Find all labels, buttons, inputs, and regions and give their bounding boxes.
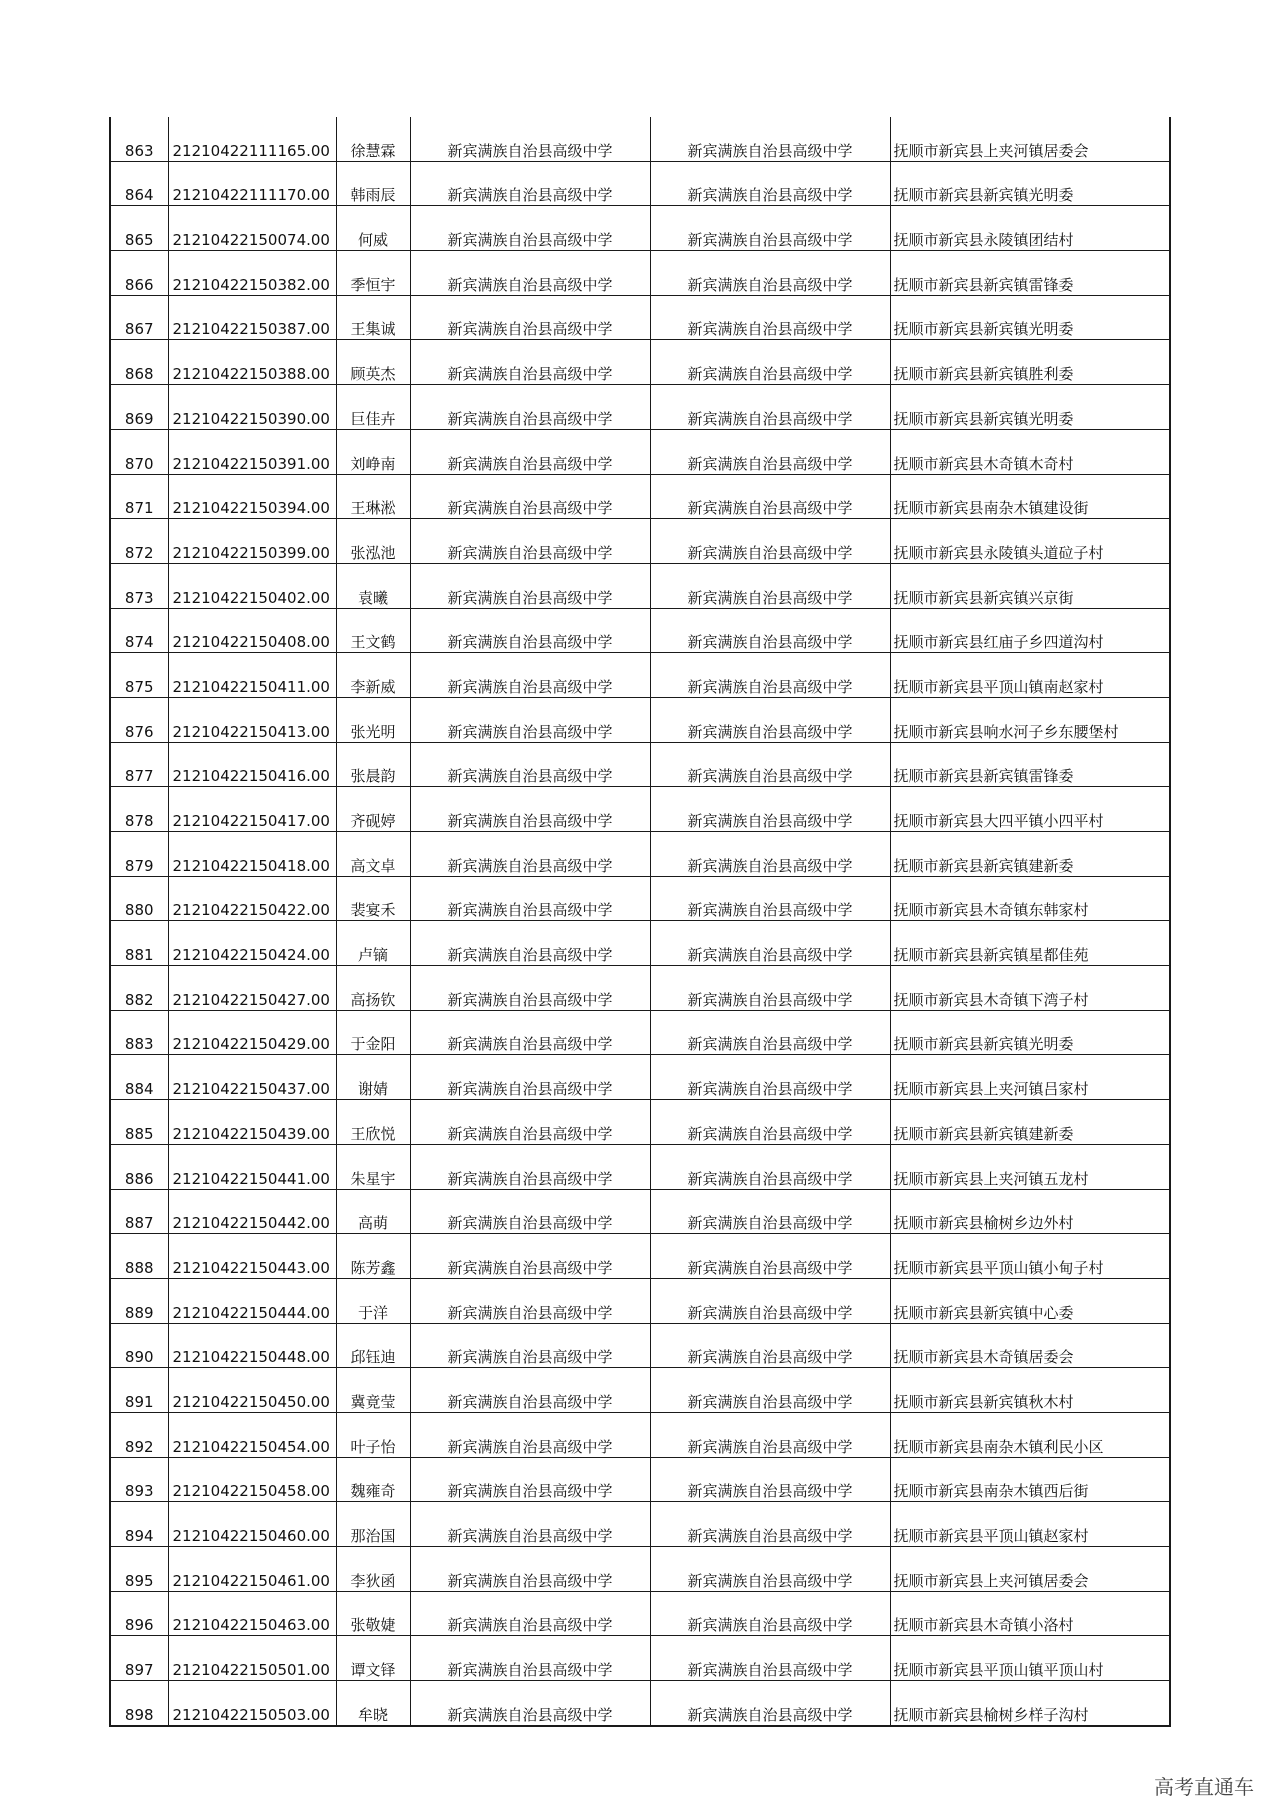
school-cell: 新宾满族自治县高级中学 [410, 1457, 650, 1502]
graduation-school-cell: 新宾满族自治县高级中学 [650, 1234, 890, 1279]
candidate-id-cell: 21210422150463.00 [168, 1591, 336, 1636]
address-cell: 抚顺市新宾县木奇镇东韩家村 [890, 876, 1170, 921]
row-number-cell: 865 [110, 206, 168, 251]
address-cell: 抚顺市新宾县新宾镇建新委 [890, 1100, 1170, 1145]
school-cell: 新宾满族自治县高级中学 [410, 1189, 650, 1234]
student-name-cell: 高扬钦 [336, 966, 410, 1011]
address-cell: 抚顺市新宾县南杂木镇西后街 [890, 1457, 1170, 1502]
student-name-cell: 季恒宇 [336, 251, 410, 296]
candidate-id-cell: 21210422150444.00 [168, 1278, 336, 1323]
student-name-cell: 徐慧霖 [336, 117, 410, 161]
student-name-cell: 王琳淞 [336, 474, 410, 519]
row-number-cell: 876 [110, 697, 168, 742]
candidate-id-cell: 21210422150460.00 [168, 1502, 336, 1547]
candidate-id-cell: 21210422150458.00 [168, 1457, 336, 1502]
row-number-cell: 879 [110, 832, 168, 877]
graduation-school-cell: 新宾满族自治县高级中学 [650, 251, 890, 296]
school-cell: 新宾满族自治县高级中学 [410, 787, 650, 832]
graduation-school-cell: 新宾满族自治县高级中学 [650, 1278, 890, 1323]
graduation-school-cell: 新宾满族自治县高级中学 [650, 1681, 890, 1726]
candidate-id-cell: 21210422150418.00 [168, 832, 336, 877]
candidate-id-cell: 21210422150503.00 [168, 1681, 336, 1726]
address-cell: 抚顺市新宾县新宾镇兴京街 [890, 563, 1170, 608]
table-row [110, 742, 1170, 787]
graduation-school-cell: 新宾满族自治县高级中学 [650, 1636, 890, 1681]
graduation-school-cell: 新宾满族自治县高级中学 [650, 1412, 890, 1457]
table-row [110, 1502, 1170, 1547]
address-cell: 抚顺市新宾县新宾镇雷锋委 [890, 742, 1170, 787]
school-cell: 新宾满族自治县高级中学 [410, 608, 650, 653]
candidate-id-cell: 21210422150441.00 [168, 1144, 336, 1189]
table-row [110, 1323, 1170, 1368]
school-cell: 新宾满族自治县高级中学 [410, 876, 650, 921]
school-cell: 新宾满族自治县高级中学 [410, 385, 650, 430]
graduation-school-cell: 新宾满族自治县高级中学 [650, 1457, 890, 1502]
table-row [110, 474, 1170, 519]
school-cell: 新宾满族自治县高级中学 [410, 1234, 650, 1279]
student-name-cell: 于金阳 [336, 1010, 410, 1055]
candidate-id-cell: 21210422150429.00 [168, 1010, 336, 1055]
candidate-id-cell: 21210422150448.00 [168, 1323, 336, 1368]
candidate-id-cell: 21210422150450.00 [168, 1368, 336, 1413]
school-cell: 新宾满族自治县高级中学 [410, 697, 650, 742]
address-cell: 抚顺市新宾县响水河子乡东腰堡村 [890, 697, 1170, 742]
student-name-cell: 陈芳鑫 [336, 1234, 410, 1279]
school-cell: 新宾满族自治县高级中学 [410, 1323, 650, 1368]
address-cell: 抚顺市新宾县榆树乡边外村 [890, 1189, 1170, 1234]
address-cell: 抚顺市新宾县南杂木镇建设街 [890, 474, 1170, 519]
school-cell: 新宾满族自治县高级中学 [410, 1636, 650, 1681]
row-number-cell: 863 [110, 117, 168, 161]
student-name-cell: 齐砚婷 [336, 787, 410, 832]
graduation-school-cell: 新宾满族自治县高级中学 [650, 832, 890, 877]
school-cell: 新宾满族自治县高级中学 [410, 1412, 650, 1457]
table-row [110, 295, 1170, 340]
table-row [110, 1144, 1170, 1189]
table-row [110, 563, 1170, 608]
candidate-id-cell: 21210422150382.00 [168, 251, 336, 296]
graduation-school-cell: 新宾满族自治县高级中学 [650, 1368, 890, 1413]
student-name-cell: 邱钰迪 [336, 1323, 410, 1368]
row-number-cell: 880 [110, 876, 168, 921]
school-cell: 新宾满族自治县高级中学 [410, 1681, 650, 1726]
table-row [110, 876, 1170, 921]
address-cell: 抚顺市新宾县新宾镇雷锋委 [890, 251, 1170, 296]
school-cell: 新宾满族自治县高级中学 [410, 519, 650, 564]
student-name-cell: 何威 [336, 206, 410, 251]
candidate-id-cell: 21210422150399.00 [168, 519, 336, 564]
row-number-cell: 895 [110, 1547, 168, 1592]
school-cell: 新宾满族自治县高级中学 [410, 251, 650, 296]
row-number-cell: 897 [110, 1636, 168, 1681]
address-cell: 抚顺市新宾县新宾镇光明委 [890, 295, 1170, 340]
school-cell: 新宾满族自治县高级中学 [410, 161, 650, 206]
table-row [110, 340, 1170, 385]
school-cell: 新宾满族自治县高级中学 [410, 1055, 650, 1100]
row-number-cell: 892 [110, 1412, 168, 1457]
candidate-id-cell: 21210422150427.00 [168, 966, 336, 1011]
graduation-school-cell: 新宾满族自治县高级中学 [650, 1010, 890, 1055]
row-number-cell: 878 [110, 787, 168, 832]
address-cell: 抚顺市新宾县红庙子乡四道沟村 [890, 608, 1170, 653]
row-number-cell: 867 [110, 295, 168, 340]
graduation-school-cell: 新宾满族自治县高级中学 [650, 1100, 890, 1145]
student-name-cell: 冀竟莹 [336, 1368, 410, 1413]
school-cell: 新宾满族自治县高级中学 [410, 1100, 650, 1145]
student-name-cell: 谭文铎 [336, 1636, 410, 1681]
address-cell: 抚顺市新宾县南杂木镇利民小区 [890, 1412, 1170, 1457]
graduation-school-cell: 新宾满族自治县高级中学 [650, 117, 890, 161]
address-cell: 抚顺市新宾县平顶山镇南赵家村 [890, 653, 1170, 698]
roster-table-container [109, 117, 1169, 1727]
graduation-school-cell: 新宾满族自治县高级中学 [650, 697, 890, 742]
table-row [110, 653, 1170, 698]
row-number-cell: 893 [110, 1457, 168, 1502]
address-cell: 抚顺市新宾县新宾镇中心委 [890, 1278, 1170, 1323]
row-number-cell: 870 [110, 429, 168, 474]
graduation-school-cell: 新宾满族自治县高级中学 [650, 787, 890, 832]
table-row [110, 1681, 1170, 1726]
graduation-school-cell: 新宾满族自治县高级中学 [650, 1323, 890, 1368]
table-row [110, 697, 1170, 742]
table-row [110, 206, 1170, 251]
student-name-cell: 韩雨辰 [336, 161, 410, 206]
student-name-cell: 朱星宇 [336, 1144, 410, 1189]
row-number-cell: 874 [110, 608, 168, 653]
row-number-cell: 896 [110, 1591, 168, 1636]
student-name-cell: 张光明 [336, 697, 410, 742]
table-row [110, 608, 1170, 653]
school-cell: 新宾满族自治县高级中学 [410, 1591, 650, 1636]
graduation-school-cell: 新宾满族自治县高级中学 [650, 295, 890, 340]
table-row [110, 1457, 1170, 1502]
table-row [110, 161, 1170, 206]
student-name-cell: 叶子怡 [336, 1412, 410, 1457]
row-number-cell: 864 [110, 161, 168, 206]
graduation-school-cell: 新宾满族自治县高级中学 [650, 921, 890, 966]
school-cell: 新宾满族自治县高级中学 [410, 742, 650, 787]
table-row [110, 1591, 1170, 1636]
graduation-school-cell: 新宾满族自治县高级中学 [650, 608, 890, 653]
address-cell: 抚顺市新宾县新宾镇光明委 [890, 161, 1170, 206]
student-name-cell: 袁曦 [336, 563, 410, 608]
table-row [110, 519, 1170, 564]
row-number-cell: 884 [110, 1055, 168, 1100]
row-number-cell: 872 [110, 519, 168, 564]
row-number-cell: 886 [110, 1144, 168, 1189]
student-name-cell: 于洋 [336, 1278, 410, 1323]
candidate-id-cell: 21210422150416.00 [168, 742, 336, 787]
row-number-cell: 868 [110, 340, 168, 385]
candidate-id-cell: 21210422150501.00 [168, 1636, 336, 1681]
row-number-cell: 894 [110, 1502, 168, 1547]
row-number-cell: 875 [110, 653, 168, 698]
school-cell: 新宾满族自治县高级中学 [410, 474, 650, 519]
graduation-school-cell: 新宾满族自治县高级中学 [650, 474, 890, 519]
student-name-cell: 魏雍奇 [336, 1457, 410, 1502]
table-row [110, 832, 1170, 877]
candidate-id-cell: 21210422150437.00 [168, 1055, 336, 1100]
candidate-id-cell: 21210422150390.00 [168, 385, 336, 430]
row-number-cell: 866 [110, 251, 168, 296]
school-cell: 新宾满族自治县高级中学 [410, 1368, 650, 1413]
graduation-school-cell: 新宾满族自治县高级中学 [650, 653, 890, 698]
graduation-school-cell: 新宾满族自治县高级中学 [650, 1591, 890, 1636]
graduation-school-cell: 新宾满族自治县高级中学 [650, 161, 890, 206]
table-row [110, 921, 1170, 966]
school-cell: 新宾满族自治县高级中学 [410, 563, 650, 608]
student-name-cell: 那治国 [336, 1502, 410, 1547]
row-number-cell: 889 [110, 1278, 168, 1323]
candidate-id-cell: 21210422150388.00 [168, 340, 336, 385]
graduation-school-cell: 新宾满族自治县高级中学 [650, 1502, 890, 1547]
table-row [110, 1010, 1170, 1055]
school-cell: 新宾满族自治县高级中学 [410, 295, 650, 340]
candidate-id-cell: 21210422111165.00 [168, 117, 336, 161]
candidate-id-cell: 21210422150443.00 [168, 1234, 336, 1279]
address-cell: 抚顺市新宾县新宾镇光明委 [890, 1010, 1170, 1055]
student-name-cell: 高萌 [336, 1189, 410, 1234]
table-row [110, 1189, 1170, 1234]
graduation-school-cell: 新宾满族自治县高级中学 [650, 1189, 890, 1234]
candidate-id-cell: 21210422150417.00 [168, 787, 336, 832]
row-number-cell: 887 [110, 1189, 168, 1234]
school-cell: 新宾满族自治县高级中学 [410, 429, 650, 474]
graduation-school-cell: 新宾满族自治县高级中学 [650, 966, 890, 1011]
school-cell: 新宾满族自治县高级中学 [410, 1010, 650, 1055]
school-cell: 新宾满族自治县高级中学 [410, 117, 650, 161]
candidate-id-cell: 21210422150439.00 [168, 1100, 336, 1145]
student-name-cell: 高文卓 [336, 832, 410, 877]
graduation-school-cell: 新宾满族自治县高级中学 [650, 1547, 890, 1592]
table-row [110, 385, 1170, 430]
candidate-id-cell: 21210422150408.00 [168, 608, 336, 653]
row-number-cell: 883 [110, 1010, 168, 1055]
student-name-cell: 刘峥南 [336, 429, 410, 474]
address-cell: 抚顺市新宾县永陵镇团结村 [890, 206, 1170, 251]
school-cell: 新宾满族自治县高级中学 [410, 1144, 650, 1189]
row-number-cell: 891 [110, 1368, 168, 1413]
table-row [110, 1547, 1170, 1592]
student-name-cell: 卢镝 [336, 921, 410, 966]
school-cell: 新宾满族自治县高级中学 [410, 921, 650, 966]
student-name-cell: 李狄函 [336, 1547, 410, 1592]
school-cell: 新宾满族自治县高级中学 [410, 340, 650, 385]
student-name-cell: 牟晓 [336, 1681, 410, 1726]
table-row [110, 1055, 1170, 1100]
student-name-cell: 张泓池 [336, 519, 410, 564]
graduation-school-cell: 新宾满族自治县高级中学 [650, 1055, 890, 1100]
candidate-id-cell: 21210422150402.00 [168, 563, 336, 608]
address-cell: 抚顺市新宾县木奇镇小洛村 [890, 1591, 1170, 1636]
candidate-id-cell: 21210422150442.00 [168, 1189, 336, 1234]
address-cell: 抚顺市新宾县新宾镇光明委 [890, 385, 1170, 430]
candidate-id-cell: 21210422150422.00 [168, 876, 336, 921]
candidate-id-cell: 21210422150394.00 [168, 474, 336, 519]
address-cell: 抚顺市新宾县上夹河镇居委会 [890, 1547, 1170, 1592]
row-number-cell: 881 [110, 921, 168, 966]
address-cell: 抚顺市新宾县上夹河镇吕家村 [890, 1055, 1170, 1100]
candidate-id-cell: 21210422150461.00 [168, 1547, 336, 1592]
student-name-cell: 巨佳卉 [336, 385, 410, 430]
candidate-id-cell: 21210422150387.00 [168, 295, 336, 340]
row-number-cell: 869 [110, 385, 168, 430]
candidate-id-cell: 21210422150391.00 [168, 429, 336, 474]
school-cell: 新宾满族自治县高级中学 [410, 832, 650, 877]
table-row [110, 251, 1170, 296]
address-cell: 抚顺市新宾县新宾镇胜利委 [890, 340, 1170, 385]
graduation-school-cell: 新宾满族自治县高级中学 [650, 519, 890, 564]
table-row [110, 1234, 1170, 1279]
address-cell: 抚顺市新宾县新宾镇星都佳苑 [890, 921, 1170, 966]
roster-table-body [110, 117, 1170, 1726]
table-row [110, 429, 1170, 474]
row-number-cell: 882 [110, 966, 168, 1011]
row-number-cell: 873 [110, 563, 168, 608]
table-row [110, 117, 1170, 161]
address-cell: 抚顺市新宾县木奇镇居委会 [890, 1323, 1170, 1368]
graduation-school-cell: 新宾满族自治县高级中学 [650, 429, 890, 474]
graduation-school-cell: 新宾满族自治县高级中学 [650, 742, 890, 787]
school-cell: 新宾满族自治县高级中学 [410, 1502, 650, 1547]
roster-table [109, 117, 1171, 1727]
candidate-id-cell: 21210422150413.00 [168, 697, 336, 742]
address-cell: 抚顺市新宾县上夹河镇居委会 [890, 117, 1170, 161]
row-number-cell: 871 [110, 474, 168, 519]
address-cell: 抚顺市新宾县新宾镇秋木村 [890, 1368, 1170, 1413]
address-cell: 抚顺市新宾县大四平镇小四平村 [890, 787, 1170, 832]
school-cell: 新宾满族自治县高级中学 [410, 1278, 650, 1323]
address-cell: 抚顺市新宾县平顶山镇赵家村 [890, 1502, 1170, 1547]
school-cell: 新宾满族自治县高级中学 [410, 653, 650, 698]
row-number-cell: 877 [110, 742, 168, 787]
candidate-id-cell: 21210422111170.00 [168, 161, 336, 206]
table-row [110, 1368, 1170, 1413]
address-cell: 抚顺市新宾县木奇镇下湾子村 [890, 966, 1170, 1011]
table-row [110, 1412, 1170, 1457]
student-name-cell: 裴宴禾 [336, 876, 410, 921]
address-cell: 抚顺市新宾县木奇镇木奇村 [890, 429, 1170, 474]
student-name-cell: 李新威 [336, 653, 410, 698]
student-name-cell: 谢婧 [336, 1055, 410, 1100]
student-name-cell: 王集诚 [336, 295, 410, 340]
student-name-cell: 顾英杰 [336, 340, 410, 385]
table-row [110, 787, 1170, 832]
row-number-cell: 890 [110, 1323, 168, 1368]
student-name-cell: 王欣悦 [336, 1100, 410, 1145]
table-row [110, 1636, 1170, 1681]
table-row [110, 966, 1170, 1011]
school-cell: 新宾满族自治县高级中学 [410, 1547, 650, 1592]
candidate-id-cell: 21210422150454.00 [168, 1412, 336, 1457]
table-row [110, 1100, 1170, 1145]
student-name-cell: 张晨韵 [336, 742, 410, 787]
address-cell: 抚顺市新宾县平顶山镇小甸子村 [890, 1234, 1170, 1279]
address-cell: 抚顺市新宾县永陵镇头道砬子村 [890, 519, 1170, 564]
student-name-cell: 张敬婕 [336, 1591, 410, 1636]
row-number-cell: 885 [110, 1100, 168, 1145]
row-number-cell: 888 [110, 1234, 168, 1279]
graduation-school-cell: 新宾满族自治县高级中学 [650, 206, 890, 251]
table-row [110, 1278, 1170, 1323]
student-name-cell: 王文鹤 [336, 608, 410, 653]
graduation-school-cell: 新宾满族自治县高级中学 [650, 563, 890, 608]
candidate-id-cell: 21210422150074.00 [168, 206, 336, 251]
address-cell: 抚顺市新宾县平顶山镇平顶山村 [890, 1636, 1170, 1681]
address-cell: 抚顺市新宾县榆树乡样子沟村 [890, 1681, 1170, 1726]
graduation-school-cell: 新宾满族自治县高级中学 [650, 340, 890, 385]
candidate-id-cell: 21210422150424.00 [168, 921, 336, 966]
school-cell: 新宾满族自治县高级中学 [410, 206, 650, 251]
row-number-cell: 898 [110, 1681, 168, 1726]
candidate-id-cell: 21210422150411.00 [168, 653, 336, 698]
graduation-school-cell: 新宾满族自治县高级中学 [650, 1144, 890, 1189]
address-cell: 抚顺市新宾县新宾镇建新委 [890, 832, 1170, 877]
watermark-text: 高考直通车 [1154, 1775, 1254, 1799]
school-cell: 新宾满族自治县高级中学 [410, 966, 650, 1011]
graduation-school-cell: 新宾满族自治县高级中学 [650, 385, 890, 430]
graduation-school-cell: 新宾满族自治县高级中学 [650, 876, 890, 921]
address-cell: 抚顺市新宾县上夹河镇五龙村 [890, 1144, 1170, 1189]
